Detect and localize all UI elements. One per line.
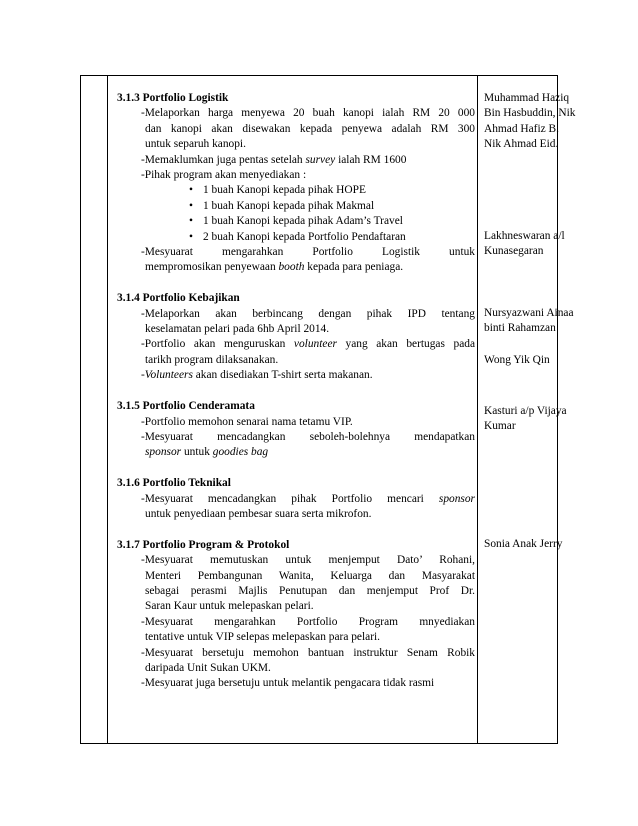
section-gap: [117, 384, 475, 399]
italic-term: volunteer: [293, 338, 337, 351]
paragraph-line: sebagai perasmi Majlis Penutupan dan menjemput Prof Dr.: [145, 584, 475, 597]
responsible-person: [484, 91, 575, 153]
bullet-text: 2 buah Kanopi kepada Portfolio Pendaftaran: [203, 230, 406, 243]
minutes-paragraph: [117, 553, 475, 615]
section-gap: [117, 276, 475, 291]
bullet-text: 1 buah Kanopi kepada pihak HOPE: [203, 184, 366, 197]
paragraph-line: -Mesyuarat mengarahkan Portfolio Program mnyediakan: [141, 615, 475, 628]
responsible-name-line: Nik Ahmad Eid.: [484, 138, 559, 151]
responsible-person: [484, 229, 565, 260]
bullet-item: [117, 214, 475, 229]
paragraph-line: -Mesyuarat mengarahkan Portfolio Logistik untuk: [141, 246, 475, 259]
paragraph-line: daripada Unit Sukan UKM.: [145, 661, 271, 674]
section-gap: [117, 522, 475, 537]
paragraph-line: sponsor untuk goodies bag: [145, 446, 269, 459]
minutes-content: [117, 91, 475, 692]
responsible-name-line: Wong Yik Qin: [484, 354, 550, 366]
section-title: 3.1.3 Portfolio Logistik: [117, 92, 229, 104]
table-divider-left: [107, 75, 108, 744]
responsible-name-line: Kunasegaran: [484, 245, 544, 258]
paragraph-line: Saran Kaur untuk melepaskan pelari.: [145, 600, 314, 613]
paragraph-line: Menteri Pembangunan Wanita, Keluarga dan Masyarakat: [145, 569, 475, 582]
italic-term: booth: [278, 261, 305, 274]
responsible-name-line: Muhammad Haziq: [484, 92, 570, 104]
section-title: 3.1.7 Portfolio Program & Protokol: [117, 538, 290, 551]
italic-term: goodies bag: [212, 446, 269, 459]
bullet-icon: •: [189, 184, 193, 197]
paragraph-line: -Pihak program akan menyediakan :: [141, 169, 307, 182]
paragraph-line: mempromosikan penyewaan booth kepada para peniaga.: [145, 261, 404, 274]
paragraph-line: -Volunteers akan disediakan T-shirt serta makanan.: [141, 369, 373, 382]
minutes-paragraph: [117, 430, 475, 461]
minutes-paragraph: [117, 337, 475, 368]
bullet-icon: •: [189, 230, 193, 243]
paragraph-line: -Melaporkan harga menyewa 20 buah kanopi ialah RM 20 000: [141, 107, 475, 120]
paragraph-line: tarikh program dilaksanakan.: [145, 353, 279, 366]
minutes-paragraph: [117, 245, 475, 276]
minutes-paragraph: [117, 153, 475, 168]
minutes-paragraph: [117, 646, 475, 677]
italic-term: sponsor: [145, 446, 182, 459]
table-divider-right: [477, 75, 478, 744]
section-gap: [117, 461, 475, 476]
responsible-person: [484, 353, 550, 368]
responsible-person: [484, 537, 562, 552]
minutes-paragraph: [117, 168, 475, 183]
bullet-item: [117, 183, 475, 198]
section-title: 3.1.4 Portfolio Kebajikan: [117, 292, 240, 305]
bullet-icon: •: [189, 215, 193, 228]
responsible-name-line: Bin Hasbuddin, Nik: [484, 107, 576, 120]
minutes-paragraph: [117, 676, 475, 691]
minutes-paragraph: [117, 106, 475, 152]
responsible-person: [484, 404, 567, 435]
bullet-item: [117, 230, 475, 245]
section-title: 3.1.6 Portfolio Teknikal: [117, 477, 231, 490]
paragraph-line: dan kanopi akan disewakan kepada penyewa adalah RM 300: [145, 122, 475, 135]
responsible-name-line: Nursyazwani Ainaa: [484, 307, 574, 319]
minutes-paragraph: [117, 615, 475, 646]
paragraph-line: -Mesyuarat mencadangkan pihak Portfolio mencari sponsor: [141, 492, 475, 505]
responsible-name-line: Lakhneswaran a/l: [484, 230, 565, 242]
minutes-paragraph: [117, 492, 475, 523]
paragraph-line: -Mesyuarat mencadangkan seboleh-bolehnya mendapatkan: [141, 430, 475, 443]
italic-term: Volunteers: [144, 369, 193, 382]
responsible-name-line: Ahmad Hafiz B.: [484, 122, 559, 135]
minutes-paragraph: [117, 415, 475, 430]
paragraph-line: -Portfolio akan menguruskan volunteer yang akan bertugas pada: [141, 338, 475, 351]
paragraph-line: -Mesyuarat memutuskan untuk menjemput Dato’ Rohani,: [141, 554, 475, 567]
paragraph-line: untuk penyediaan pembesar suara serta mikrofon.: [145, 507, 372, 520]
paragraph-line: untuk separuh kanopi.: [145, 138, 246, 151]
paragraph-line: tentative untuk VIP selepas melepaskan para pelari.: [145, 631, 381, 644]
bullet-icon: •: [189, 199, 193, 212]
italic-term: survey: [305, 153, 336, 166]
paragraph-line: keselamatan pelari pada 6hb April 2014.: [145, 323, 330, 336]
bullet-text: 1 buah Kanopi kepada pihak Makmal: [203, 199, 375, 212]
responsible-name-line: Kasturi a/p Vijaya: [484, 405, 567, 417]
responsible-name-line: binti Rahamzan: [484, 322, 556, 335]
paragraph-line: -Mesyuarat juga bersetuju untuk melantik pengacara tidak rasmi: [141, 677, 435, 690]
paragraph-line: -Mesyuarat bersetuju memohon bantuan instruktur Senam Robik: [141, 646, 475, 659]
minutes-paragraph: [117, 307, 475, 338]
responsible-person: [484, 306, 574, 337]
minutes-paragraph: [117, 368, 475, 383]
section-title: 3.1.5 Portfolio Cenderamata: [117, 400, 255, 413]
bullet-item: [117, 199, 475, 214]
paragraph-line: -Melaporkan akan berbincang dengan pihak IPD tentang: [141, 307, 475, 320]
paragraph-line: -Memaklumkan juga pentas setelah survey ialah RM 1600: [141, 153, 407, 166]
responsible-name-line: Kumar: [484, 420, 516, 433]
italic-term: sponsor: [438, 492, 475, 505]
bullet-text: 1 buah Kanopi kepada pihak Adam’s Travel: [203, 215, 403, 228]
responsible-name-line: Sonia Anak Jerry: [484, 538, 563, 550]
paragraph-line: -Portfolio memohon senarai nama tetamu VIP.: [141, 415, 353, 428]
